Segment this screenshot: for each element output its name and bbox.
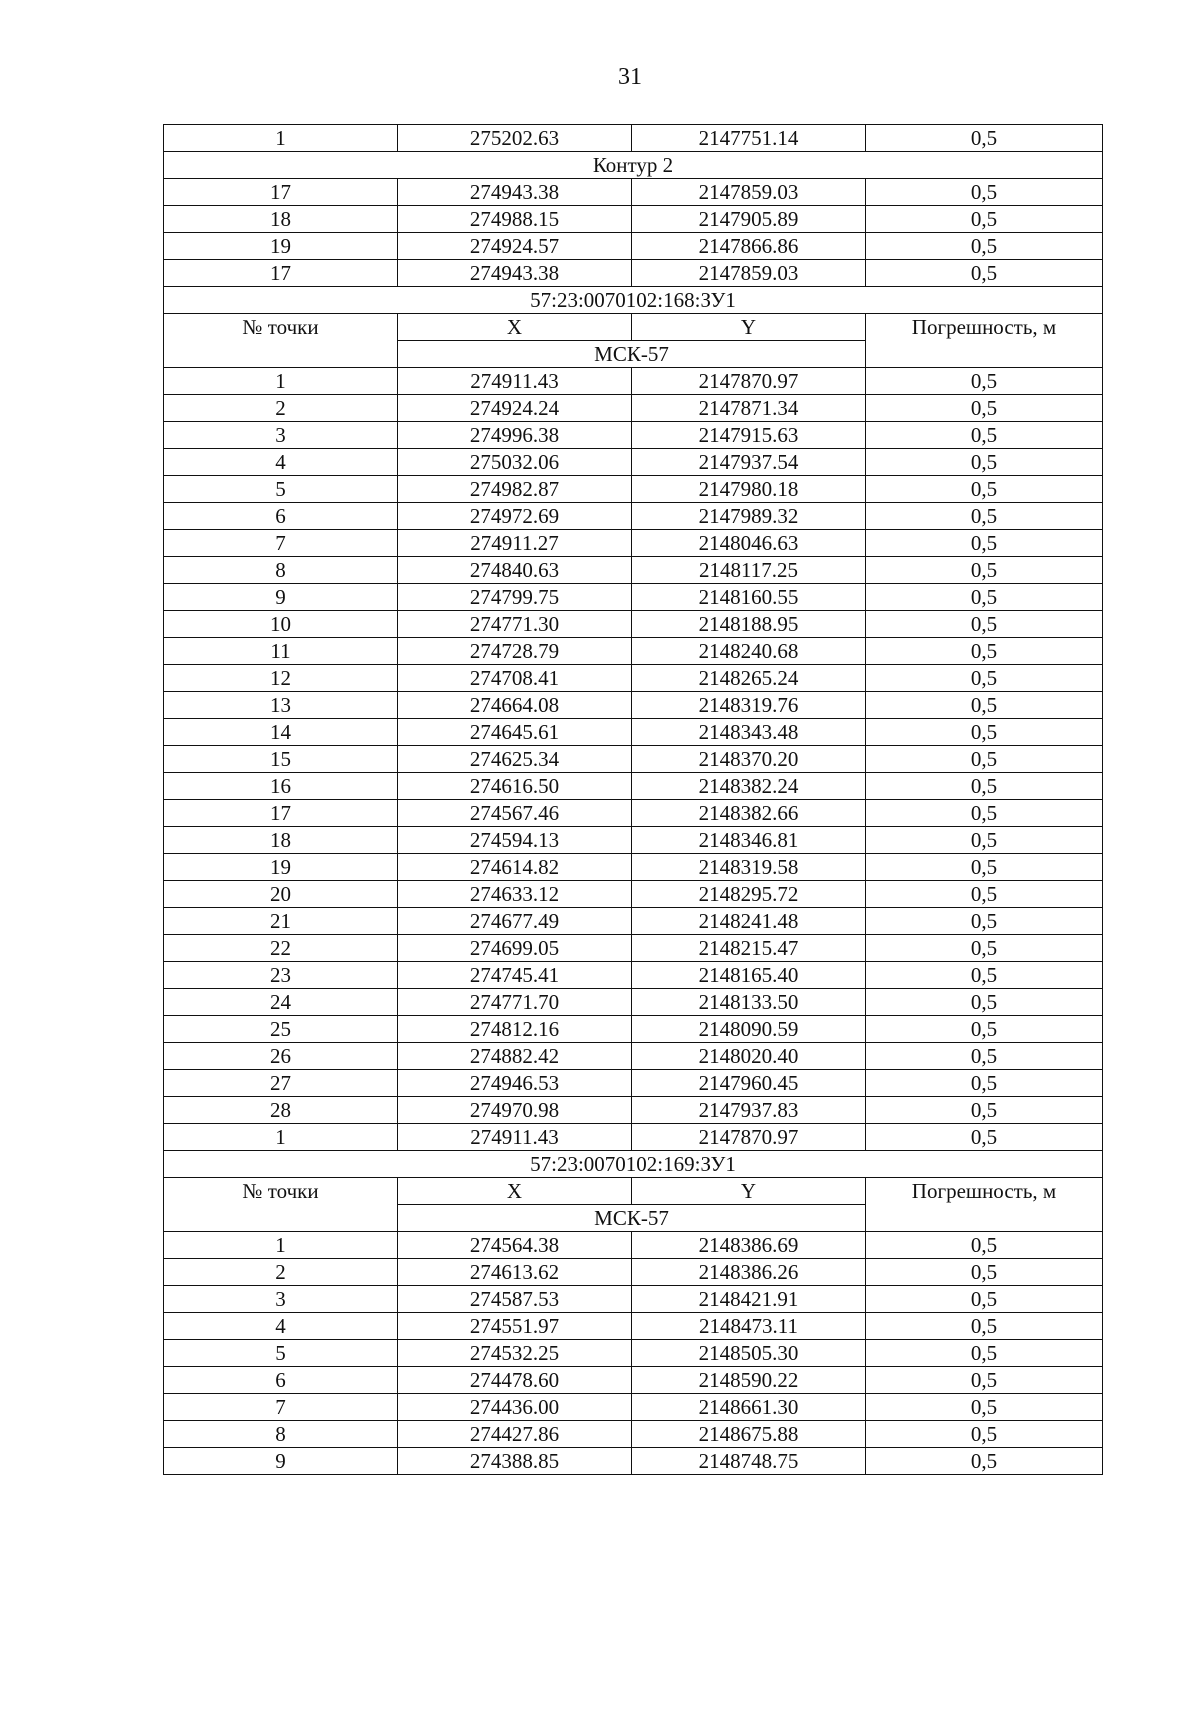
table-row [164,908,1103,935]
x-coordinate-cell: 274613.62 [398,1259,632,1286]
error-cell: 0,5 [866,584,1103,611]
point-number-cell: 27 [164,1070,398,1097]
error-cell: 0,5 [866,611,1103,638]
error-cell: 0,5 [866,368,1103,395]
x-coordinate-cell: 274532.25 [398,1340,632,1367]
error-cell: 0,5 [866,260,1103,287]
y-coordinate-cell: 2147989.32 [632,503,866,530]
point-number-cell: 3 [164,422,398,449]
error-header: Погрешность, м [866,314,1103,368]
error-cell: 0,5 [866,1043,1103,1070]
table-row [164,1232,1103,1259]
y-coordinate-cell: 2147859.03 [632,260,866,287]
y-coordinate-cell: 2147870.97 [632,1124,866,1151]
x-coordinate-cell: 274924.57 [398,233,632,260]
section-title: 57:23:0070102:168:ЗУ1 [164,287,1103,314]
x-coordinate-cell: 274982.87 [398,476,632,503]
point-number-cell: 19 [164,854,398,881]
table-row [164,584,1103,611]
table-row [164,1043,1103,1070]
x-coordinate-cell: 274625.34 [398,746,632,773]
y-coordinate-cell: 2148215.47 [632,935,866,962]
y-coordinate-cell: 2148160.55 [632,584,866,611]
x-coordinate-cell: 274911.43 [398,368,632,395]
y-coordinate-cell: 2147871.34 [632,395,866,422]
point-number-cell: 6 [164,1367,398,1394]
page-number: 31 [618,64,642,90]
table-row [164,179,1103,206]
point-number-cell: 12 [164,665,398,692]
y-coordinate-cell: 2148165.40 [632,962,866,989]
point-number-cell: 8 [164,1421,398,1448]
point-number-header: № точки [164,314,398,368]
y-coordinate-cell: 2148188.95 [632,611,866,638]
error-cell: 0,5 [866,1232,1103,1259]
point-number-header: № точки [164,1178,398,1232]
error-cell: 0,5 [866,962,1103,989]
x-coordinate-cell: 274943.38 [398,260,632,287]
x-coordinate-cell: 274882.42 [398,1043,632,1070]
y-coordinate-cell: 2148675.88 [632,1421,866,1448]
y-coordinate-cell: 2147980.18 [632,476,866,503]
x-coordinate-cell: 274388.85 [398,1448,632,1475]
table-row [164,1124,1103,1151]
table-row [164,1097,1103,1124]
table-row [164,1448,1103,1475]
point-number-cell: 18 [164,206,398,233]
y-coordinate-cell: 2148386.69 [632,1232,866,1259]
point-number-cell: 11 [164,638,398,665]
table-row [164,1070,1103,1097]
y-coordinate-cell: 2147859.03 [632,179,866,206]
point-number-cell: 1 [164,125,398,152]
table-row [164,503,1103,530]
y-coordinate-cell: 2148265.24 [632,665,866,692]
table-row [164,368,1103,395]
x-coordinate-cell: 274911.43 [398,1124,632,1151]
table-row [164,557,1103,584]
table-row [164,1016,1103,1043]
y-coordinate-cell: 2148505.30 [632,1340,866,1367]
table-row [164,962,1103,989]
x-coordinate-cell: 274799.75 [398,584,632,611]
x-coordinate-cell: 274616.50 [398,773,632,800]
section-title-row [164,1151,1103,1178]
table-row [164,422,1103,449]
table-row [164,881,1103,908]
table-row [164,800,1103,827]
table-row [164,719,1103,746]
error-cell: 0,5 [866,557,1103,584]
point-number-cell: 4 [164,1313,398,1340]
x-coordinate-cell: 275032.06 [398,449,632,476]
table-row [164,746,1103,773]
point-number-cell: 2 [164,395,398,422]
error-header: Погрешность, м [866,1178,1103,1232]
table-row [164,1367,1103,1394]
x-coordinate-cell: 274970.98 [398,1097,632,1124]
x-coordinate-cell: 274551.97 [398,1313,632,1340]
error-cell: 0,5 [866,179,1103,206]
y-coordinate-cell: 2147915.63 [632,422,866,449]
y-coordinate-cell: 2148240.68 [632,638,866,665]
y-coordinate-cell: 2148319.76 [632,692,866,719]
table-row [164,395,1103,422]
x-coordinate-cell: 274427.86 [398,1421,632,1448]
x-coordinate-cell: 274946.53 [398,1070,632,1097]
point-number-cell: 13 [164,692,398,719]
x-coordinate-cell: 274478.60 [398,1367,632,1394]
y-coordinate-cell: 2147751.14 [632,125,866,152]
error-cell: 0,5 [866,1286,1103,1313]
error-cell: 0,5 [866,1259,1103,1286]
error-cell: 0,5 [866,1340,1103,1367]
y-coordinate-cell: 2148090.59 [632,1016,866,1043]
point-number-cell: 5 [164,1340,398,1367]
error-cell: 0,5 [866,773,1103,800]
error-cell: 0,5 [866,881,1103,908]
point-number-cell: 1 [164,368,398,395]
table-row [164,206,1103,233]
y-coordinate-cell: 2148346.81 [632,827,866,854]
table-row [164,125,1103,152]
x-header: X [398,1178,632,1205]
table-row [164,1259,1103,1286]
point-number-cell: 2 [164,1259,398,1286]
point-number-cell: 7 [164,530,398,557]
table-row [164,773,1103,800]
x-coordinate-cell: 274924.24 [398,395,632,422]
y-coordinate-cell: 2148295.72 [632,881,866,908]
point-number-cell: 22 [164,935,398,962]
y-coordinate-cell: 2148382.66 [632,800,866,827]
error-cell: 0,5 [866,989,1103,1016]
error-cell: 0,5 [866,1394,1103,1421]
y-header: Y [632,314,866,341]
point-number-cell: 16 [164,773,398,800]
x-coordinate-cell: 274972.69 [398,503,632,530]
error-cell: 0,5 [866,854,1103,881]
error-cell: 0,5 [866,1313,1103,1340]
y-coordinate-cell: 2147960.45 [632,1070,866,1097]
error-cell: 0,5 [866,1448,1103,1475]
x-coordinate-cell: 274728.79 [398,638,632,665]
x-coordinate-cell: 274988.15 [398,206,632,233]
table-row [164,1421,1103,1448]
x-coordinate-cell: 274771.70 [398,989,632,1016]
error-cell: 0,5 [866,746,1103,773]
x-coordinate-cell: 274812.16 [398,1016,632,1043]
table-row [164,1313,1103,1340]
table-row [164,1286,1103,1313]
x-coordinate-cell: 274567.46 [398,800,632,827]
error-cell: 0,5 [866,476,1103,503]
table-row [164,530,1103,557]
y-coordinate-cell: 2147866.86 [632,233,866,260]
error-cell: 0,5 [866,1097,1103,1124]
point-number-cell: 15 [164,746,398,773]
x-coordinate-cell: 274633.12 [398,881,632,908]
point-number-cell: 1 [164,1124,398,1151]
point-number-cell: 8 [164,557,398,584]
y-coordinate-cell: 2148133.50 [632,989,866,1016]
x-header: X [398,314,632,341]
point-number-cell: 28 [164,1097,398,1124]
y-coordinate-cell: 2148319.58 [632,854,866,881]
table-row [164,638,1103,665]
x-coordinate-cell: 274436.00 [398,1394,632,1421]
error-cell: 0,5 [866,719,1103,746]
table-row [164,233,1103,260]
error-cell: 0,5 [866,1070,1103,1097]
error-cell: 0,5 [866,1367,1103,1394]
section-title-row [164,152,1103,179]
section-title-row [164,287,1103,314]
y-coordinate-cell: 2148590.22 [632,1367,866,1394]
x-coordinate-cell: 274645.61 [398,719,632,746]
coordinate-system-header: МСК-57 [398,1205,866,1232]
y-coordinate-cell: 2148370.20 [632,746,866,773]
table-row [164,935,1103,962]
y-coordinate-cell: 2148661.30 [632,1394,866,1421]
table-row [164,692,1103,719]
error-cell: 0,5 [866,692,1103,719]
table-row [164,665,1103,692]
point-number-cell: 25 [164,1016,398,1043]
y-coordinate-cell: 2148382.24 [632,773,866,800]
y-coordinate-cell: 2148748.75 [632,1448,866,1475]
table-header-row [164,1178,1103,1205]
x-coordinate-cell: 274587.53 [398,1286,632,1313]
y-coordinate-cell: 2147905.89 [632,206,866,233]
y-coordinate-cell: 2148117.25 [632,557,866,584]
point-number-cell: 5 [164,476,398,503]
coordinates-sheet [163,124,1102,1475]
error-cell: 0,5 [866,206,1103,233]
point-number-cell: 9 [164,1448,398,1475]
point-number-cell: 17 [164,800,398,827]
point-number-cell: 23 [164,962,398,989]
error-cell: 0,5 [866,908,1103,935]
error-cell: 0,5 [866,638,1103,665]
y-coordinate-cell: 2148046.63 [632,530,866,557]
y-header: Y [632,1178,866,1205]
y-coordinate-cell: 2147870.97 [632,368,866,395]
error-cell: 0,5 [866,665,1103,692]
x-coordinate-cell: 274771.30 [398,611,632,638]
x-coordinate-cell: 274664.08 [398,692,632,719]
y-coordinate-cell: 2147937.54 [632,449,866,476]
table-row [164,989,1103,1016]
x-coordinate-cell: 274996.38 [398,422,632,449]
x-coordinate-cell: 274840.63 [398,557,632,584]
x-coordinate-cell: 274594.13 [398,827,632,854]
error-cell: 0,5 [866,935,1103,962]
table-header-row [164,314,1103,341]
x-coordinate-cell: 274564.38 [398,1232,632,1259]
table-row [164,1394,1103,1421]
table-row [164,611,1103,638]
y-coordinate-cell: 2148343.48 [632,719,866,746]
x-coordinate-cell: 274614.82 [398,854,632,881]
point-number-cell: 4 [164,449,398,476]
point-number-cell: 24 [164,989,398,1016]
error-cell: 0,5 [866,503,1103,530]
section-title: 57:23:0070102:169:ЗУ1 [164,1151,1103,1178]
error-cell: 0,5 [866,422,1103,449]
x-coordinate-cell: 274745.41 [398,962,632,989]
coordinates-table [163,124,1103,1475]
table-row [164,476,1103,503]
error-cell: 0,5 [866,125,1103,152]
section-title: Контур 2 [164,152,1103,179]
point-number-cell: 9 [164,584,398,611]
y-coordinate-cell: 2148473.11 [632,1313,866,1340]
x-coordinate-cell: 274708.41 [398,665,632,692]
point-number-cell: 14 [164,719,398,746]
point-number-cell: 1 [164,1232,398,1259]
point-number-cell: 19 [164,233,398,260]
point-number-cell: 21 [164,908,398,935]
point-number-cell: 20 [164,881,398,908]
point-number-cell: 18 [164,827,398,854]
error-cell: 0,5 [866,1124,1103,1151]
error-cell: 0,5 [866,800,1103,827]
table-row [164,260,1103,287]
error-cell: 0,5 [866,233,1103,260]
error-cell: 0,5 [866,530,1103,557]
point-number-cell: 17 [164,179,398,206]
point-number-cell: 10 [164,611,398,638]
y-coordinate-cell: 2148241.48 [632,908,866,935]
point-number-cell: 26 [164,1043,398,1070]
table-row [164,827,1103,854]
y-coordinate-cell: 2147937.83 [632,1097,866,1124]
point-number-cell: 7 [164,1394,398,1421]
table-row [164,449,1103,476]
error-cell: 0,5 [866,1421,1103,1448]
error-cell: 0,5 [866,827,1103,854]
x-coordinate-cell: 274943.38 [398,179,632,206]
x-coordinate-cell: 274677.49 [398,908,632,935]
coordinate-system-header: МСК-57 [398,341,866,368]
y-coordinate-cell: 2148386.26 [632,1259,866,1286]
error-cell: 0,5 [866,449,1103,476]
y-coordinate-cell: 2148421.91 [632,1286,866,1313]
point-number-cell: 17 [164,260,398,287]
x-coordinate-cell: 275202.63 [398,125,632,152]
error-cell: 0,5 [866,1016,1103,1043]
point-number-cell: 3 [164,1286,398,1313]
x-coordinate-cell: 274699.05 [398,935,632,962]
table-row [164,1340,1103,1367]
point-number-cell: 6 [164,503,398,530]
error-cell: 0,5 [866,395,1103,422]
x-coordinate-cell: 274911.27 [398,530,632,557]
y-coordinate-cell: 2148020.40 [632,1043,866,1070]
table-row [164,854,1103,881]
